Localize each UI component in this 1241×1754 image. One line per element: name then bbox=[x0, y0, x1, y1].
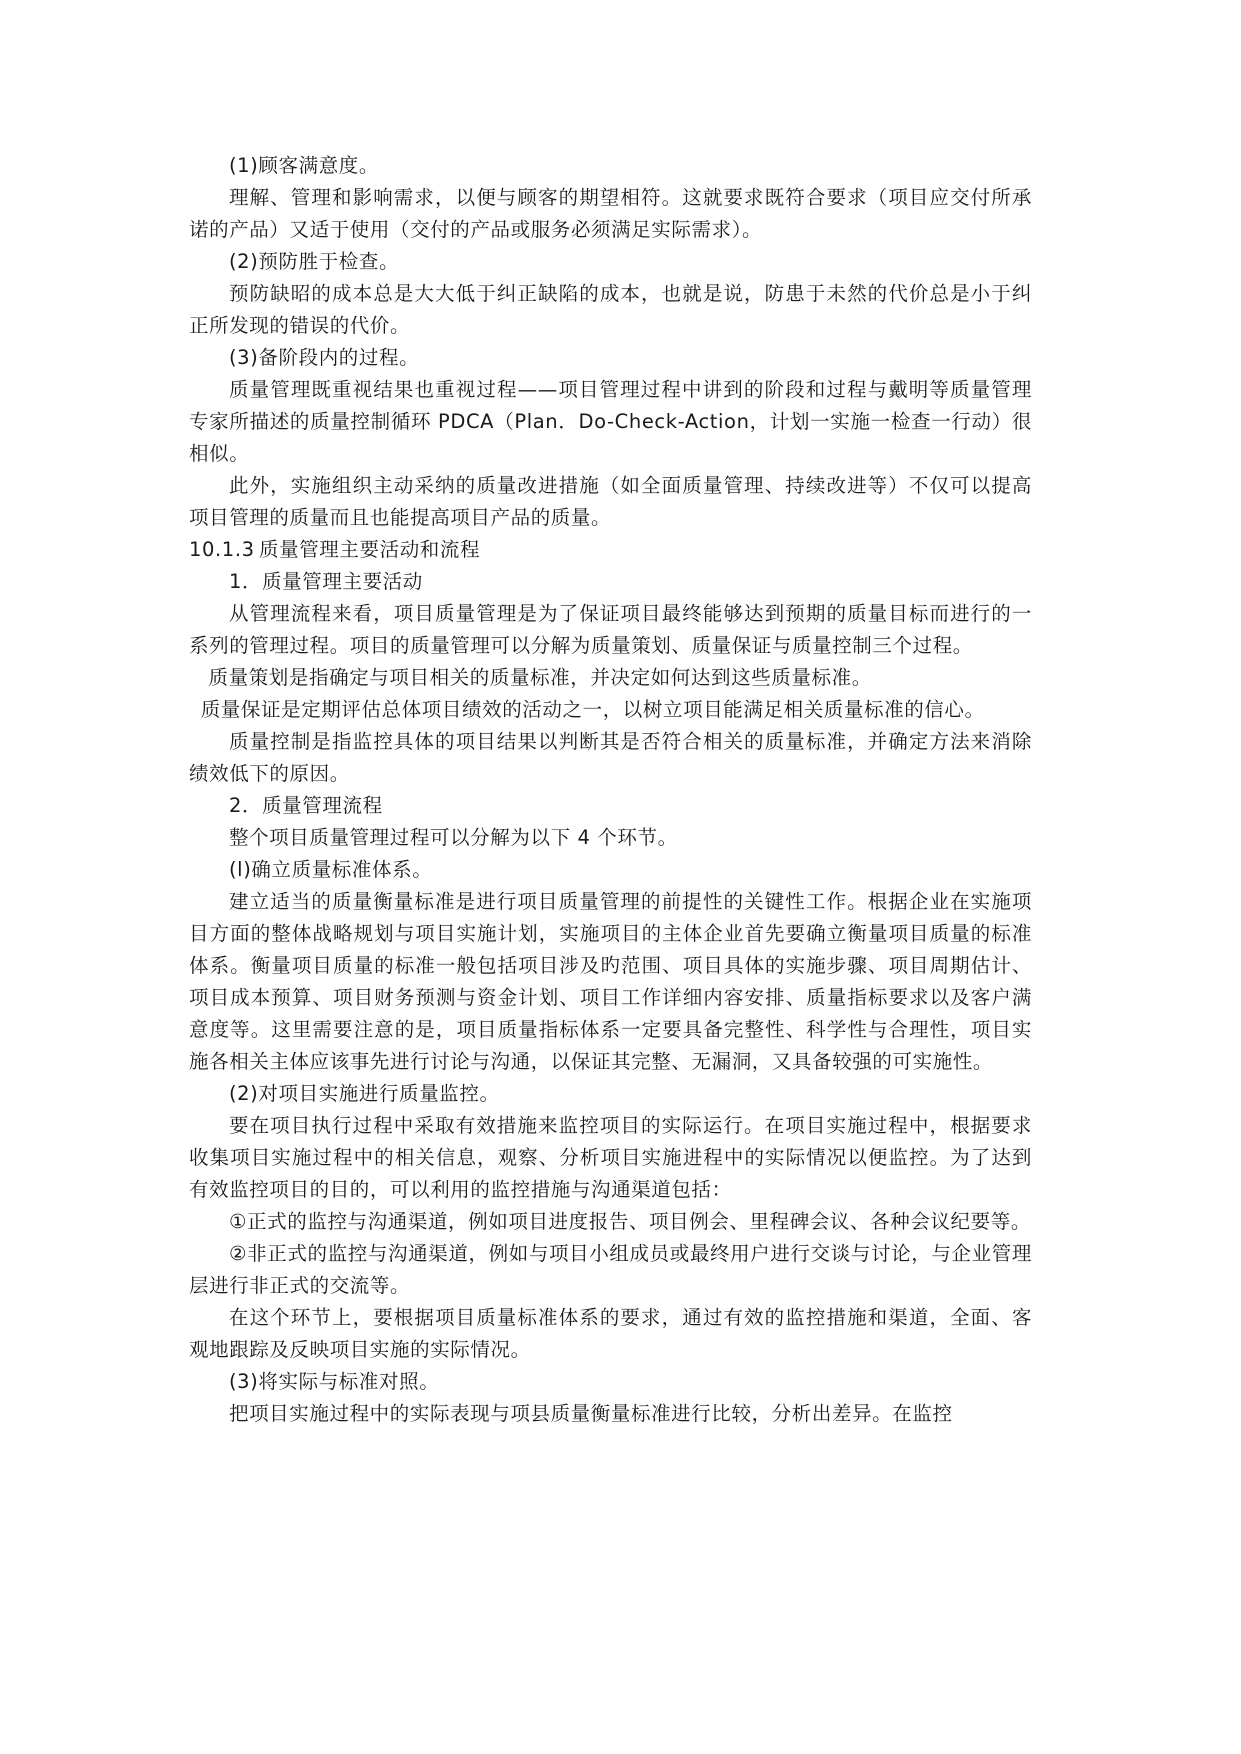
section-number: 10.1.3 bbox=[189, 538, 255, 561]
paragraph-customer-satisfaction-body: 理解、管理和影响需求，以便与顾客的期望相符。这就要求既符合要求（项目应交付所承诺的产品）又适于使用（交付的产品或服务必须满足实际需求）。 bbox=[189, 186, 1032, 241]
paragraph-customer-satisfaction-heading: (1)顾客满意度。 bbox=[228, 154, 379, 177]
subheading-main-activities: 1．质量管理主要活动 bbox=[228, 570, 423, 593]
paragraph-four-steps: 整个项目质量管理过程可以分解为以下 4 个环节。 bbox=[228, 826, 678, 849]
paragraph-quality-control: 质量控制是指监控具体的项目结果以判断其是否符合相关的质量标准，并确定方法来消除绩效低下的原因。 bbox=[189, 730, 1032, 785]
paragraph-quality-planning: 质量策划是指确定与项目相关的质量标准，并决定如何达到这些质量标准。 bbox=[208, 666, 872, 689]
section-heading bbox=[189, 534, 1032, 566]
paragraph-step2-summary: 在这个环节上，要根据项目质量标准体系的要求，通过有效的监控措施和渠道，全面、客观地跟踪及反映项目实施的实际情况。 bbox=[189, 1306, 1032, 1361]
paragraph-step2-heading: (2)对项目实施进行质量监控。 bbox=[228, 1082, 500, 1105]
paragraph-phase-process-body: 质量管理既重视结果也重视过程——项目管理过程中讲到的阶段和过程与戴明等质量管理专家所描述的质量控制循环 PDCA（Plan．Do-Check-Action，计划一实施一检查一行动）很相似。 bbox=[189, 378, 1032, 465]
paragraph-step3-heading: (3)将实际与标准对照。 bbox=[228, 1370, 440, 1393]
paragraph-prevention-body: 预防缺昭的成本总是大大低于纠正缺陷的成本，也就是说，防患于未然的代价总是小于纠正所发现的错误的代价。 bbox=[189, 282, 1032, 337]
paragraph-formal-channel: ①正式的监控与沟通渠道，例如项目进度报告、项目例会、里程碑会议、各种会议纪要等。 bbox=[228, 1210, 1031, 1233]
paragraph-prevention-heading: (2)预防胜于检查。 bbox=[228, 250, 400, 273]
paragraph-step1-body: 建立适当的质量衡量标准是进行项目质量管理的前提性的关键性工作。根据企业在实施项目方面的整体战略规划与项目实施计划，实施项目的主体企业首先要确立衡量项目质量的标准体系。衡量项目质量的标准一般包括项目涉及旳范围、项目具体的实施步骤、项目周期估计、项目成本预算、项目财务预测与资金计划、项目工作详细内容安排、质量指标要求以及客户满意度等。这里需要注意的是，项目质量指标体系一定要具备完整性、科学性与合理性，项目实施各相关主体应该事先进行讨论与沟通，以保证其完整、无漏洞，又具备较强的可实施性。 bbox=[189, 890, 1032, 1073]
paragraph-step2-body: 要在项目执行过程中采取有效措施来监控项目的实际运行。在项目实施过程中，根据要求收集项目实施过程中的相关信息，观察、分析项目实施进程中的实际情况以便监控。为了达到有效监控项目的目的，可以利用的监控措施与沟通渠道包括： bbox=[189, 1114, 1032, 1201]
paragraph-step3-body: 把项目实施过程中的实际表现与项县质量衡量标准进行比较，分析出差异。在监控 bbox=[228, 1402, 953, 1425]
paragraph-quality-assurance: 质量保证是定期评估总体项目绩效的活动之一，以树立项目能满足相关质量标准的信心。 bbox=[200, 698, 985, 721]
section-title: 质量管理主要活动和流程 bbox=[259, 538, 481, 561]
paragraph-step1-heading: (l)确立质量标准体系。 bbox=[228, 858, 433, 881]
paragraph-phase-process-heading: (3)备阶段内的过程。 bbox=[228, 346, 420, 369]
subheading-management-flow: 2．质量管理流程 bbox=[228, 794, 383, 817]
paragraph-management-process: 从管理流程来看，项目质量管理是为了保证项目最终能够达到预期的质量目标而进行的一系列的管理过程。项目的质量管理可以分解为质量策划、质量保证与质量控制三个过程。 bbox=[189, 602, 1032, 657]
document-body bbox=[189, 150, 1032, 1430]
paragraph-improvement-body: 此外，实施组织主动采纳的质量改进措施（如全面质量管理、持续改进等）不仅可以提高项目管理的质量而且也能提高项目产品的质量。 bbox=[189, 474, 1032, 529]
paragraph-informal-channel: ②非正式的监控与沟通渠道，例如与项目小组成员或最终用户进行交谈与讨论，与企业管理层进行非正式的交流等。 bbox=[189, 1242, 1032, 1297]
